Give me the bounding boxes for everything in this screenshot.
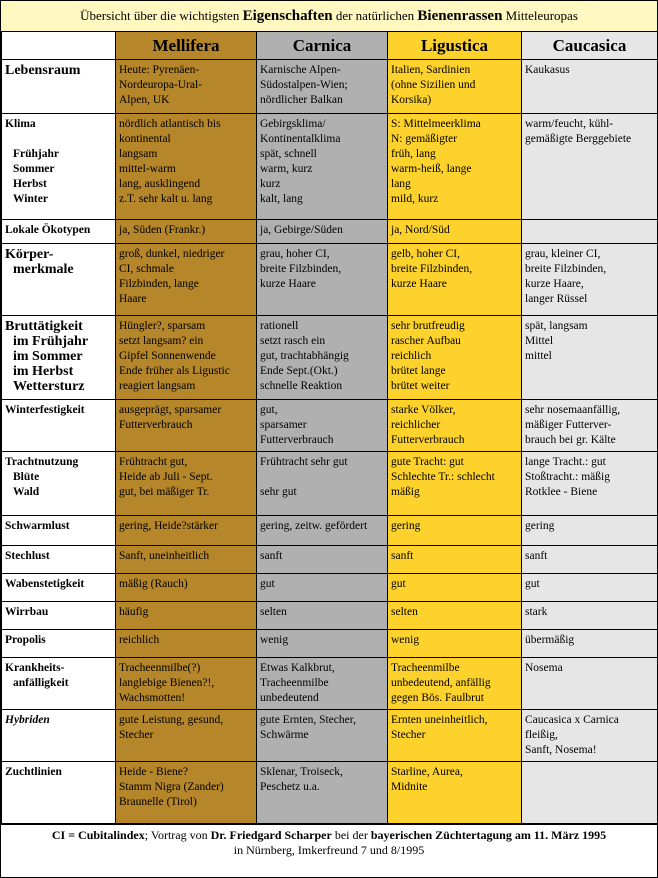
- cell-line: gute Ernten, Stecher,: [260, 714, 356, 726]
- row-label: [2, 630, 116, 658]
- table-cell: [522, 316, 658, 400]
- table-cell: [522, 602, 658, 630]
- table-cell: [257, 114, 388, 220]
- cell-line: breite Filzbinden,: [525, 263, 607, 275]
- cell-line: brütet lange: [391, 365, 446, 377]
- cell-line: Ernten uneinheitlich,: [391, 714, 488, 726]
- table-cell: [257, 574, 388, 602]
- table-cell: [388, 244, 522, 316]
- row-label-line: Schwarmlust: [5, 520, 70, 532]
- cell-line: Gebirgsklima/: [260, 118, 326, 130]
- cell-line: Futterverbrauch: [260, 434, 334, 446]
- row-label-line: Blüte: [13, 471, 40, 483]
- table-cell: [522, 546, 658, 574]
- row-label-line: im Sommer: [13, 349, 83, 364]
- cell-line: häufig: [119, 606, 149, 618]
- table-row: [2, 630, 658, 658]
- table-cell: [116, 60, 257, 114]
- table-cell: [257, 220, 388, 244]
- cell-line: Schwärme: [260, 729, 309, 741]
- cell-line: Filzbinden, lange: [119, 278, 199, 290]
- row-label-line: Stechlust: [5, 550, 50, 562]
- table-row: [2, 244, 658, 316]
- table-cell: [522, 114, 658, 220]
- row-label-line: Krankheits-: [5, 662, 65, 674]
- header-corner: [2, 32, 116, 60]
- cell-line: setzt langsam? ein: [119, 335, 204, 347]
- cell-line: gut: [391, 578, 406, 590]
- row-label-line: Körper-: [5, 247, 54, 262]
- cell-line: rationell: [260, 320, 299, 332]
- table-row: [2, 516, 658, 546]
- row-label-line: Trachtnutzung: [5, 456, 79, 468]
- row-label-line: Klima: [5, 118, 36, 130]
- row-label: [2, 546, 116, 574]
- cell-line: Frühtracht gut,: [119, 456, 188, 468]
- table-row: [2, 762, 658, 824]
- cell-line: gemäßigte Berggebiete: [525, 133, 632, 145]
- cell-line: Ende Sept.(Okt.): [260, 365, 338, 377]
- table-cell: [257, 546, 388, 574]
- table-cell: [257, 630, 388, 658]
- cell-line: Stoßtracht.: mäßig: [525, 471, 610, 483]
- row-label-line: im Frühjahr: [13, 334, 89, 349]
- cell-line: mild, kurz: [391, 193, 439, 205]
- cell-line: wenig: [260, 634, 289, 646]
- cell-line: ausgeprägt, sparsamer: [119, 404, 222, 416]
- cell-line: Haare: [119, 293, 147, 305]
- cell-line: Mittel: [525, 335, 554, 347]
- table-cell: [257, 710, 388, 762]
- cell-line: gering: [391, 520, 421, 532]
- row-label-line: merkmale: [13, 262, 74, 277]
- table-cell: [116, 220, 257, 244]
- cell-line: mäßig (Rauch): [119, 578, 188, 590]
- cell-line: gut, trachtabhängig: [260, 350, 349, 362]
- row-label: [2, 60, 116, 114]
- cell-line: nördlicher Balkan: [260, 94, 343, 106]
- table-cell: [522, 710, 658, 762]
- cell-line: Futterverbrauch: [391, 434, 465, 446]
- row-label-line: Hybriden: [5, 714, 50, 726]
- row-label: [2, 762, 116, 824]
- cell-line: Heide ab Juli - Sept.: [119, 471, 213, 483]
- table-row: [2, 602, 658, 630]
- cell-line: kontinental: [119, 133, 171, 145]
- table-cell: [116, 574, 257, 602]
- cell-line: groß, dunkel, niedriger: [119, 248, 225, 260]
- table-cell: [116, 516, 257, 546]
- cell-line: Rotklee - Biene: [525, 486, 598, 498]
- cell-line: starke Völker,: [391, 404, 456, 416]
- row-label: [2, 114, 116, 220]
- row-label-line: Lokale Ökotypen: [5, 224, 91, 236]
- table-cell: [257, 602, 388, 630]
- table-cell: [388, 710, 522, 762]
- cell-line: warm, kurz: [260, 163, 313, 175]
- row-label: [2, 400, 116, 452]
- table-cell: [522, 452, 658, 516]
- row-label: [2, 316, 116, 400]
- cell-line: Frühtracht sehr gut: [260, 456, 348, 468]
- row-label-line: anfälligkeit: [13, 677, 69, 689]
- table-row: [2, 658, 658, 710]
- table-cell: [522, 220, 658, 244]
- cell-line: Sanft, uneinheitlich: [119, 550, 210, 562]
- cell-line: Südostalpen-Wien;: [260, 79, 348, 91]
- cell-line: kurze Haare,: [525, 278, 584, 290]
- table-cell: [116, 630, 257, 658]
- cell-line: sehr nosemaanfällig,: [525, 404, 621, 416]
- cell-line: Futterverbrauch: [119, 419, 193, 431]
- row-label-line: Sommer: [13, 163, 55, 175]
- table-cell: [388, 546, 522, 574]
- row-label-line: Zuchtlinien: [5, 766, 62, 778]
- table-cell: [116, 546, 257, 574]
- cell-line: mittel-warm: [119, 163, 176, 175]
- table-cell: [522, 658, 658, 710]
- cell-line: Ende früher als Ligustic: [119, 365, 230, 377]
- cell-line: fleißig,: [525, 729, 558, 741]
- cell-line: reichlich: [391, 350, 432, 362]
- table-cell: [257, 400, 388, 452]
- cell-line: sehr gut: [260, 486, 297, 498]
- table-cell: [522, 630, 658, 658]
- cell-line: Italien, Sardinien: [391, 64, 471, 76]
- table-row: [2, 400, 658, 452]
- cell-line: Starline, Aurea,: [391, 766, 463, 778]
- table-cell: [116, 602, 257, 630]
- table-cell: [116, 658, 257, 710]
- table-cell: [257, 658, 388, 710]
- cell-line: gut: [525, 578, 540, 590]
- cell-line: [260, 470, 384, 485]
- table-cell: [116, 244, 257, 316]
- table-row: [2, 60, 658, 114]
- page-title: Übersicht über die wichtigsten Eigenschaften der natürlichen Bienenrassen Mitteleuropas: [1, 1, 657, 32]
- cell-line: N: gemäßigter: [391, 133, 458, 145]
- cell-line: sehr brutfreudig: [391, 320, 465, 332]
- cell-line: Alpen, UK: [119, 94, 170, 106]
- row-label-line: Lebensraum: [5, 63, 81, 78]
- cell-line: Stamm Nigra (Zander): [119, 781, 224, 793]
- cell-line: sanft: [391, 550, 414, 562]
- cell-line: sanft: [260, 550, 283, 562]
- cell-line: (ohne Sizilien und: [391, 79, 476, 91]
- row-label: [2, 658, 116, 710]
- table-body: [2, 60, 658, 824]
- cell-line: Hüngler?, sparsam: [119, 320, 206, 332]
- cell-line: unbedeutend: [260, 692, 319, 704]
- cell-line: früh, lang: [391, 148, 436, 160]
- table-cell: [116, 316, 257, 400]
- cell-line: Sanft, Nosema!: [525, 744, 597, 756]
- row-label: [2, 516, 116, 546]
- row-label-line: Herbst: [13, 178, 47, 190]
- cell-line: Nordeuropa-Ural-: [119, 79, 203, 91]
- cell-line: unbedeutend, anfällig: [391, 677, 491, 689]
- row-label-line: Propolis: [5, 634, 46, 646]
- table-cell: [388, 574, 522, 602]
- row-label-line: [5, 132, 112, 147]
- cell-line: rascher Aufbau: [391, 335, 461, 347]
- table-cell: [522, 516, 658, 546]
- cell-line: Karnische Alpen-: [260, 64, 341, 76]
- table-row: [2, 574, 658, 602]
- cell-line: übermäßig: [525, 634, 575, 646]
- footer-note: CI = Cubitalindex; Vortrag von Dr. Friedgard Scharper bei der bayerischen Züchtertagung am 11. März 1995 in Nürnberg, Imkerfreund 7 und 8/1995: [1, 824, 657, 861]
- cell-line: gegen Bös. Faulbrut: [391, 692, 484, 704]
- cell-line: Etwas Kalkbrut,: [260, 662, 335, 674]
- header-carnica: Carnica: [257, 32, 388, 60]
- cell-line: ja, Gebirge/Süden: [260, 224, 343, 236]
- cell-line: gelb, hoher CI,: [391, 248, 460, 260]
- cell-line: Stecher: [391, 729, 426, 741]
- row-label-line: Wabenstetigkeit: [5, 578, 85, 590]
- cell-line: sparsamer: [260, 419, 307, 431]
- cell-line: gute Leistung, gesund,: [119, 714, 224, 726]
- table-cell: [116, 710, 257, 762]
- cell-line: Nosema: [525, 662, 563, 674]
- table-cell: [388, 60, 522, 114]
- table-cell: [522, 400, 658, 452]
- cell-line: CI, schmale: [119, 263, 174, 275]
- table-row: [2, 316, 658, 400]
- cell-line: Kaukasus: [525, 64, 570, 76]
- table-row: [2, 452, 658, 516]
- cell-line: schnelle Reaktion: [260, 380, 343, 392]
- table-cell: [522, 244, 658, 316]
- cell-line: kurze Haare: [391, 278, 447, 290]
- cell-line: grau, kleiner CI,: [525, 248, 601, 260]
- table-cell: [388, 516, 522, 546]
- cell-line: kalt, lang: [260, 193, 303, 205]
- row-label: [2, 244, 116, 316]
- cell-line: Sklenar, Troiseck,: [260, 766, 343, 778]
- table-row: [2, 710, 658, 762]
- cell-line: Braunelle (Tirol): [119, 796, 197, 808]
- cell-line: Wachsmotten!: [119, 692, 186, 704]
- cell-line: [525, 765, 654, 780]
- row-label-line: Wettersturz: [13, 379, 85, 394]
- cell-line: lang, ausklingend: [119, 178, 201, 190]
- cell-line: z.T. sehr kalt u. lang: [119, 193, 213, 205]
- header-row: [2, 32, 658, 60]
- table-cell: [116, 400, 257, 452]
- table-cell: [116, 762, 257, 824]
- cell-line: spät, langsam: [525, 320, 588, 332]
- cell-line: gering, zeitw. gefördert: [260, 520, 368, 532]
- cell-line: Tracheenmilbe: [391, 662, 460, 674]
- cell-line: Peschetz u.a.: [260, 781, 320, 793]
- row-label: [2, 710, 116, 762]
- comparison-table: [1, 32, 658, 824]
- cell-line: stark: [525, 606, 548, 618]
- row-label: [2, 220, 116, 244]
- cell-line: nördlich atlantisch bis: [119, 118, 221, 130]
- cell-line: Korsika): [391, 94, 432, 106]
- cell-line: mäßig: [391, 486, 420, 498]
- table-cell: [388, 400, 522, 452]
- cell-line: reagiert langsam: [119, 380, 196, 392]
- row-label-line: Frühjahr: [13, 148, 59, 160]
- cell-line: wenig: [391, 634, 420, 646]
- table-cell: [388, 316, 522, 400]
- row-label: [2, 452, 116, 516]
- cell-line: langer Rüssel: [525, 293, 588, 305]
- table-cell: [522, 574, 658, 602]
- row-label: [2, 574, 116, 602]
- cell-line: gering, Heide?stärker: [119, 520, 218, 532]
- table-cell: [388, 220, 522, 244]
- cell-line: Caucasica x Carnica: [525, 714, 619, 726]
- table-cell: [522, 60, 658, 114]
- table-cell: [388, 452, 522, 516]
- cell-line: grau, hoher CI,: [260, 248, 330, 260]
- cell-line: Midnite: [391, 781, 428, 793]
- cell-line: Tracheenmilbe(?): [119, 662, 201, 674]
- cell-line: reichlich: [119, 634, 160, 646]
- cell-line: breite Filzbinden,: [260, 263, 342, 275]
- cell-line: selten: [391, 606, 418, 618]
- cell-line: gering: [525, 520, 555, 532]
- cell-line: Tracheenmilbe: [260, 677, 329, 689]
- cell-line: gute Tracht: gut: [391, 456, 464, 468]
- cell-line: langsam: [119, 148, 158, 160]
- table-cell: [257, 516, 388, 546]
- table-row: [2, 114, 658, 220]
- cell-line: setzt rasch ein: [260, 335, 326, 347]
- cell-line: Gipfel Sonnenwende: [119, 350, 216, 362]
- cell-line: gut: [260, 578, 275, 590]
- table-cell: [116, 114, 257, 220]
- row-label-line: Bruttätigkeit: [5, 319, 83, 334]
- cell-line: mäßiger Futterver-: [525, 419, 612, 431]
- table-cell: [257, 244, 388, 316]
- table-cell: [388, 114, 522, 220]
- cell-line: selten: [260, 606, 287, 618]
- table-cell: [257, 316, 388, 400]
- header-ligustica: Ligustica: [388, 32, 522, 60]
- row-label-line: Wald: [13, 486, 40, 498]
- table-cell: [388, 602, 522, 630]
- row-label-line: Winterfestigkeit: [5, 404, 85, 416]
- table-cell: [257, 60, 388, 114]
- cell-line: Heute: Pyrenäen-: [119, 64, 200, 76]
- cell-line: gut, bei mäßiger Tr.: [119, 486, 210, 498]
- cell-line: warm-heiß, lange: [391, 163, 472, 175]
- cell-line: warm/feucht, kühl-: [525, 118, 614, 130]
- cell-line: spät, schnell: [260, 148, 317, 160]
- table-row: [2, 546, 658, 574]
- row-label: [2, 602, 116, 630]
- table-cell: [257, 762, 388, 824]
- cell-line: langlebige Bienen?!,: [119, 677, 215, 689]
- cell-line: [525, 223, 654, 238]
- table-cell: [388, 658, 522, 710]
- cell-line: Kontinentalklima: [260, 133, 341, 145]
- cell-line: lange Tracht.: gut: [525, 456, 606, 468]
- row-label-line: im Herbst: [13, 364, 74, 379]
- cell-line: breite Filzbinden,: [391, 263, 473, 275]
- row-label-line: Winter: [13, 193, 48, 205]
- cell-line: ja, Nord/Süd: [391, 224, 450, 236]
- cell-line: S: Mittelmeerklima: [391, 118, 481, 130]
- cell-line: gut,: [260, 404, 278, 416]
- table-cell: [388, 762, 522, 824]
- table-row: [2, 220, 658, 244]
- table-cell: [388, 630, 522, 658]
- table-cell: [116, 452, 257, 516]
- cell-line: Heide - Biene?: [119, 766, 188, 778]
- cell-line: lang: [391, 178, 411, 190]
- cell-line: reichlicher: [391, 419, 441, 431]
- table-cell: [257, 452, 388, 516]
- cell-line: mittel: [525, 350, 552, 362]
- row-label-line: Wirrbau: [5, 606, 49, 618]
- cell-line: Schlechte Tr.: schlecht: [391, 471, 495, 483]
- cell-line: kurze Haare: [260, 278, 316, 290]
- table-cell: [522, 762, 658, 824]
- header-caucasica: Caucasica: [522, 32, 658, 60]
- cell-line: sanft: [525, 550, 548, 562]
- cell-line: brauch bei gr. Kälte: [525, 434, 616, 446]
- cell-line: ja, Süden (Frankr.): [119, 224, 206, 236]
- cell-line: brütet weiter: [391, 380, 450, 392]
- header-mellifera: Mellifera: [116, 32, 257, 60]
- cell-line: Stecher: [119, 729, 154, 741]
- cell-line: kurz: [260, 178, 281, 190]
